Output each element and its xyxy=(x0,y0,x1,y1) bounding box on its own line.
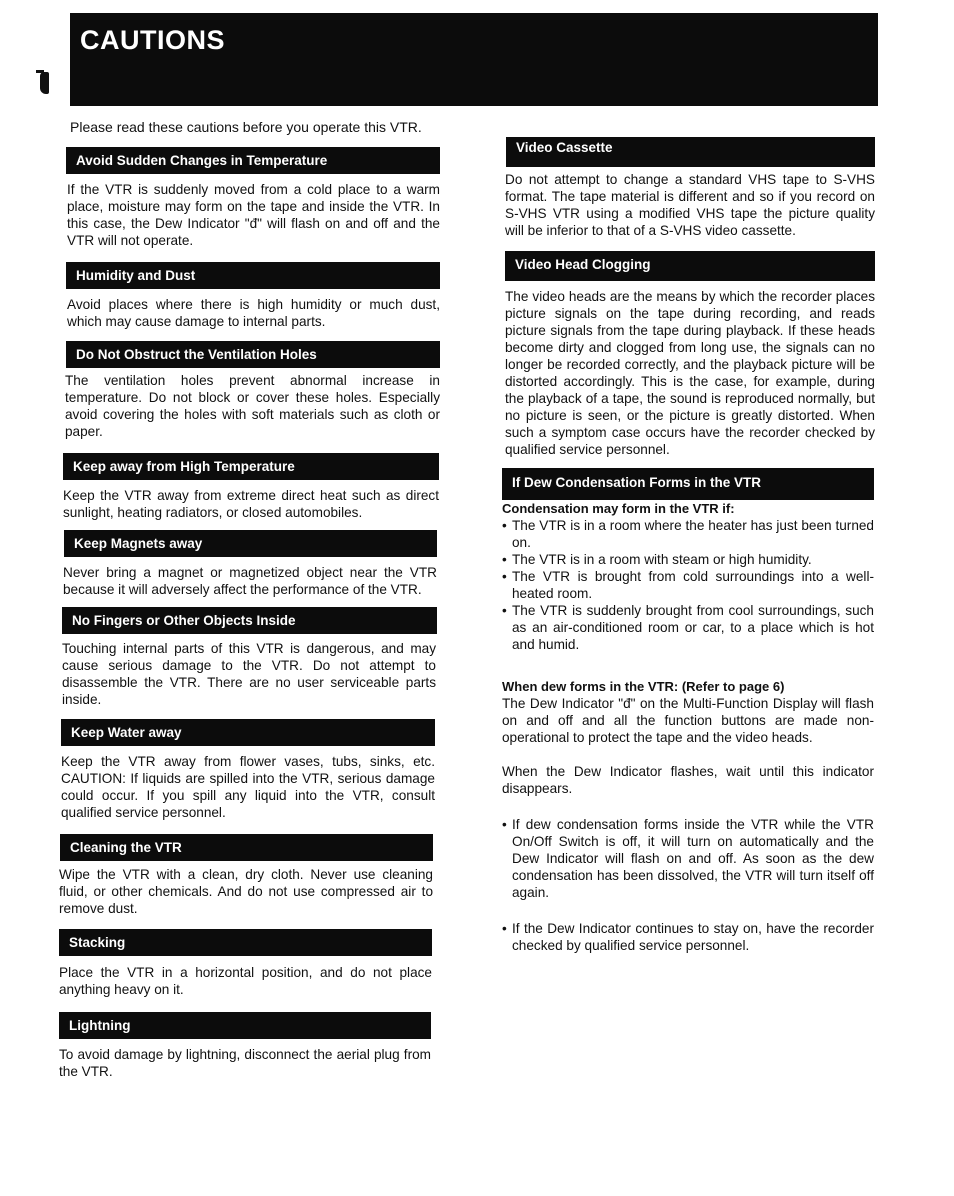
section-heading: Cleaning the VTR xyxy=(60,834,433,861)
dew-subheading: Condensation may form in the VTR if: xyxy=(502,501,735,516)
binding-mark xyxy=(36,70,44,73)
section-heading: Stacking xyxy=(59,929,432,956)
section-text: Never bring a magnet or magnetized object near the VTR because it will adversely affect the performance of the VTR. xyxy=(63,565,437,597)
dew-section-body xyxy=(502,500,874,954)
page-title: CAUTIONS xyxy=(80,25,225,55)
list-item: • The VTR is in a room where the heater has just been turned on. xyxy=(502,517,874,551)
title-bar xyxy=(70,13,878,106)
section-heading: If Dew Condensation Forms in the VTR xyxy=(502,468,874,500)
dew-paragraph: The Dew Indicator "đ" on the Multi-Function Display will flash on and off and all the function buttons are made non-operational to protect the tape and the video heads. xyxy=(502,696,874,745)
section-heading: Video Head Clogging xyxy=(505,251,875,281)
section-text: If the VTR is suddenly moved from a cold place to a warm place, moisture may form on the tape and inside the VTR. In this case, the Dew Indicator "đ" will flash on and off and the VTR will not operate. xyxy=(67,182,440,248)
section-text: Keep the VTR away from extreme direct heat such as direct sunlight, heating radiators, or closed automobiles. xyxy=(63,488,439,520)
section-text: The ventilation holes prevent abnormal increase in temperature. Do not block or cover these holes. Especially avoid covering the holes with soft materials such as cloth or paper. xyxy=(65,373,440,439)
section-heading: Video Cassette xyxy=(506,137,875,167)
section-text: Place the VTR in a horizontal position, and do not place anything heavy on it. xyxy=(59,965,432,997)
dew-subheading: When dew forms in the VTR: (Refer to page 6) xyxy=(502,679,785,694)
dew-notes-list xyxy=(502,816,874,954)
dew-conditions-list xyxy=(502,517,874,653)
section-heading: Do Not Obstruct the Ventilation Holes xyxy=(66,341,440,368)
section-text: The video heads are the means by which the recorder places picture signals on the tape during recording, and reads picture signals from the tape during playback. If these heads become dirty and clogged from long use, the signals can no longer be recorded correctly, and the playback picture will be distorted accordingly. This is the case, for example, during the playback of a tape, the sound is reproduced normally, but no picture is seen, or the picture is greatly distorted. When such a symptom case occurs have the recorder checked by qualified service personnel. xyxy=(505,289,875,457)
section-heading: Lightning xyxy=(59,1012,431,1039)
section-text: To avoid damage by lightning, disconnect the aerial plug from the VTR. xyxy=(59,1047,431,1079)
section-heading: Keep Magnets away xyxy=(64,530,437,557)
dew-paragraph: When the Dew Indicator flashes, wait until this indicator disappears. xyxy=(502,764,874,796)
list-item: • If dew condensation forms inside the VTR while the VTR On/Off Switch is off, it will turn on automatically and the Dew Indicator will flash on and off. As soon as the dew condensation has been dissolved, the VTR will turn itself off again. xyxy=(502,816,874,901)
section-heading: No Fingers or Other Objects Inside xyxy=(62,607,437,634)
section-heading: Avoid Sudden Changes in Temperature xyxy=(66,147,440,174)
section-heading: Keep away from High Temperature xyxy=(63,453,439,480)
list-item: • If the Dew Indicator continues to stay on, have the recorder checked by qualified service personnel. xyxy=(502,920,874,954)
intro-text: Please read these cautions before you operate this VTR. xyxy=(70,119,422,135)
section-heading: Keep Water away xyxy=(61,719,435,746)
section-text: Avoid places where there is high humidity or much dust, which may cause damage to internal parts. xyxy=(67,297,440,329)
section-text: Wipe the VTR with a clean, dry cloth. Never use cleaning fluid, or other chemicals. And do not use compressed air to remove dust. xyxy=(59,867,433,916)
list-item: • The VTR is brought from cold surroundings into a well-heated room. xyxy=(502,568,874,602)
section-text: Touching internal parts of this VTR is dangerous, and may cause serious damage to the VTR. Do not attempt to disassemble the VTR. There are no user serviceable parts inside. xyxy=(62,641,436,707)
binding-mark xyxy=(40,72,49,94)
section-text: Do not attempt to change a standard VHS tape to S-VHS format. The tape material is different and so if you record on S-VHS VTR using a modified VHS tape the picture quality will be inferior to that of a S-VHS video cassette. xyxy=(505,172,875,238)
section-heading: Humidity and Dust xyxy=(66,262,440,289)
list-item: • The VTR is in a room with steam or high humidity. xyxy=(502,551,874,568)
section-text: Keep the VTR away from flower vases, tubs, sinks, etc. CAUTION: If liquids are spilled into the VTR, serious damage could occur. If you spill any liquid into the VTR, consult qualified service personnel. xyxy=(61,754,435,820)
list-item: • The VTR is suddenly brought from cool surroundings, such as an air-conditioned room or car, to a place which is hot and humid. xyxy=(502,602,874,653)
